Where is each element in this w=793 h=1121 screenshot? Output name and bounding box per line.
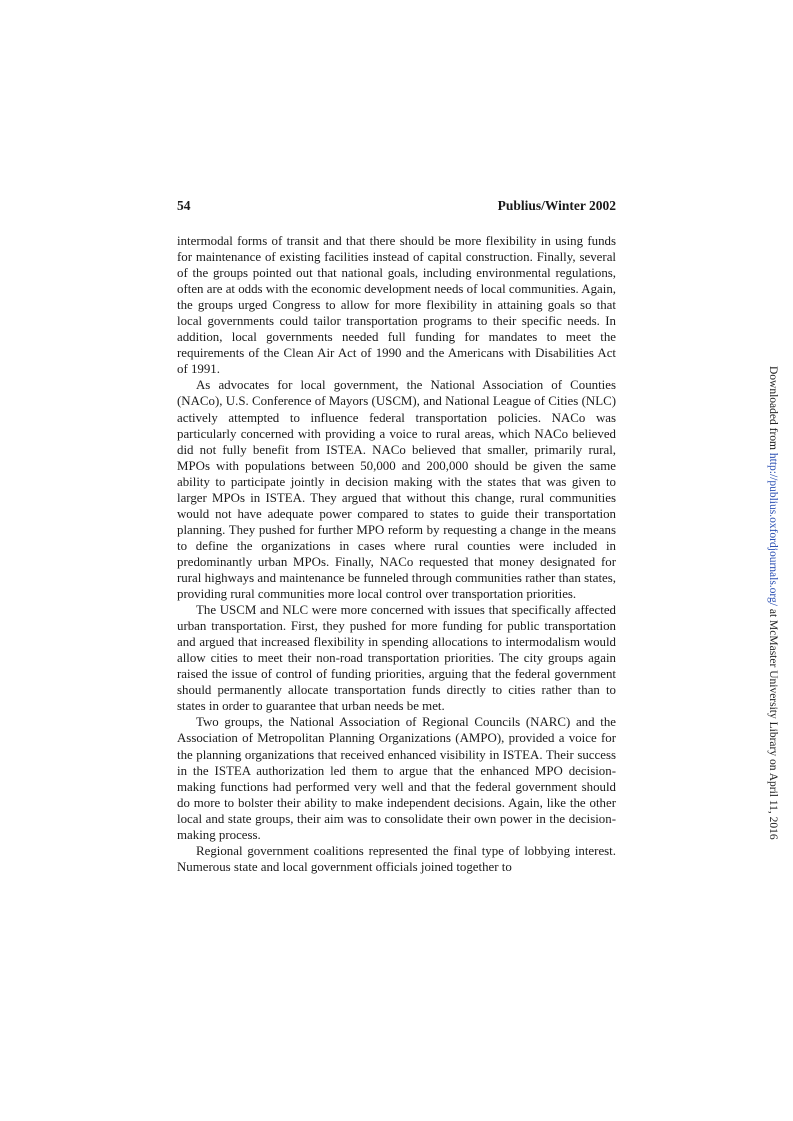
journal-link[interactable]: http://publius.oxfordjournals.org/ — [767, 452, 779, 606]
paragraph: intermodal forms of transit and that there should be more flexibility in using funds for maintenance of existing facilities instead of capital construction. Finally, several of the groups pointed out that national goals, including environmental regulations, often are at odds with the economic development needs of local communities. Again, the groups urged Congress to allow for more flexibility in attaining goals so that local governments could tailor transportation programs to their specific needs. In addition, local governments needed full funding for mandates to meet the requirements of the Clean Air Act of 1990 and the Americans with Disabilities Act of 1991. — [177, 234, 616, 377]
paragraph: Two groups, the National Association of Regional Councils (NARC) and the Association of Metropolitan Planning Organizations (AMPO), provided a voice for the planning organizations that received enhanced visibility in ISTEA. Their success in the ISTEA authorization led them to argue that the enhanced MPO decision-making functions had performed very well and that the federal government should do more to bolster their ability to make independent decisions. Again, like the other local and state groups, their aim was to consolidate their own power in the decision-making process. — [177, 715, 616, 842]
paragraph: As advocates for local government, the National Association of Counties (NACo), U.S. Conference of Mayors (USCM), and National League of Cities (NLC) actively attempted to influence federal transportation policies. NACo was particularly concerned with providing a voice to rural areas, which NACo believed did not fully benefit from ISTEA. NACo believed that smaller, primarily rural, MPOs with populations between 50,000 and 200,000 should be given the same ability to participate jointly in decision making with the states that was given to larger MPOs in ISTEA. They argued that without this change, rural communities would not have adequate power compared to states to guide their transportation planning. They pushed for further MPO reform by requesting a change in the means to define the organizations in cases where rural counties were included in predominantly urban MPOs. Finally, NACo requested that money designated for rural highways and maintenance be funneled through communities rather than states, providing rural communities more local control over transportation priorities. — [177, 378, 616, 602]
page-number: 54 — [177, 198, 191, 213]
paragraph: Regional government coalitions represented the final type of lobbying interest. Numerous state and local government officials joined together to — [177, 843, 616, 874]
journal-issue: Publius/Winter 2002 — [497, 198, 616, 213]
article-body — [177, 233, 616, 875]
paragraph: The USCM and NLC were more concerned with issues that specifically affected urban transportation. First, they pushed for more funding for public transportation and argued that increased flexibility in spending allocations to intermodalism would allow cities to meet their non-road transportation priorities. The city groups again raised the issue of control of funding priorities, arguing that the federal government should permanently allocate transportation funds directly to cities rather than to states in order to guarantee that urban needs be met. — [177, 603, 616, 714]
download-prefix: Downloaded from — [767, 366, 779, 453]
download-notice — [767, 366, 779, 840]
download-suffix: at McMaster University Library on April 11, 2016 — [767, 606, 779, 840]
running-head — [177, 198, 616, 214]
